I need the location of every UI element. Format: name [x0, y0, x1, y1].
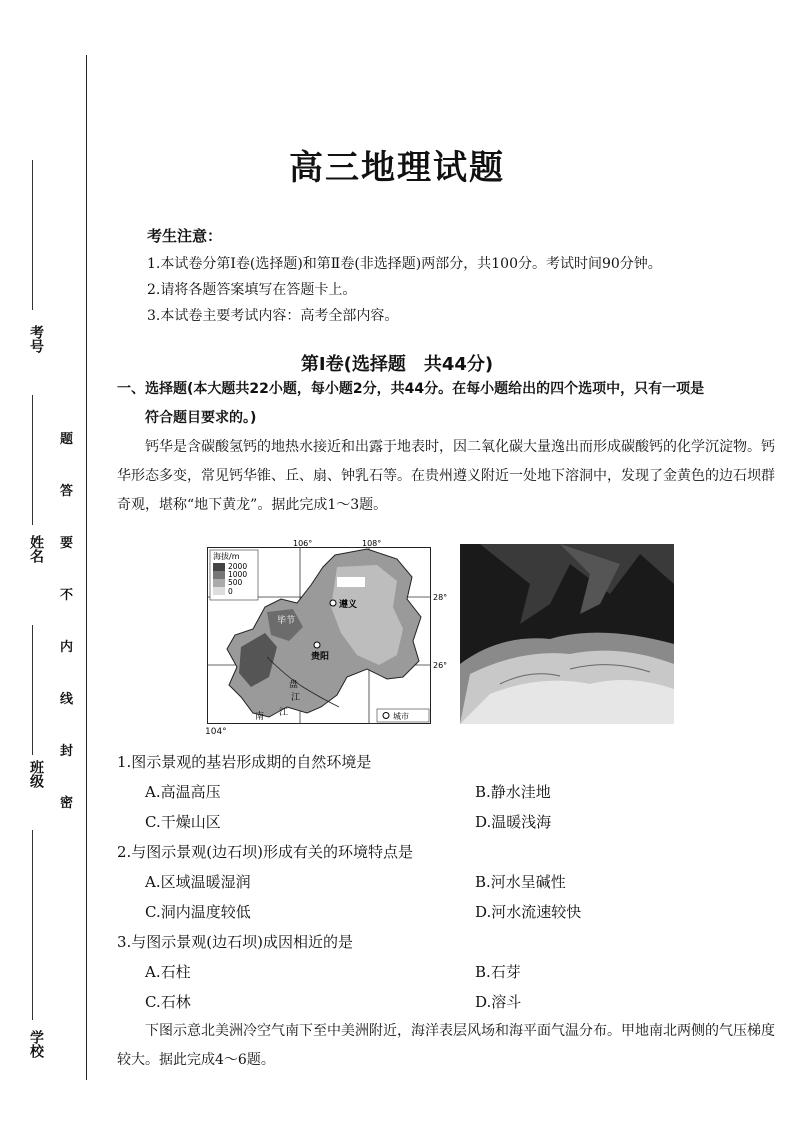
- lat-28: 28°: [433, 593, 448, 602]
- q1-option-b[interactable]: B.静水洼地: [475, 783, 551, 801]
- question-1-stem: 1.图示景观的基岩形成期的自然环境是: [117, 753, 372, 771]
- map-label-jiang-1: 江: [291, 693, 301, 703]
- city-legend-label: 城市: [393, 712, 409, 721]
- seal-char-1: 题: [60, 432, 74, 447]
- guizhou-elevation-map: [207, 537, 448, 724]
- seal-char-4: 不: [60, 588, 74, 603]
- name-label: 姓名: [28, 535, 44, 563]
- map-label-nan: 南: [255, 712, 265, 722]
- q3-option-b[interactable]: B.石芽: [475, 963, 521, 981]
- q1-option-a[interactable]: A.高温高压: [145, 783, 221, 801]
- lon-106: 106°: [293, 539, 313, 548]
- map-label-jiang-2: 江: [279, 708, 289, 718]
- notice-item-3: 3.本试卷主要考试内容：高考全部内容。: [147, 308, 399, 324]
- seal-char-7: 封: [60, 744, 74, 759]
- school-line: [32, 830, 33, 1020]
- legend-value-2: 1000: [228, 570, 248, 579]
- q1-option-d[interactable]: D.温暖浅海: [475, 813, 552, 831]
- lat-26: 26°: [433, 661, 448, 670]
- exam-number-label: 考号: [28, 325, 44, 353]
- school-label: 学校: [28, 1030, 44, 1058]
- instruction-line-1: 一、选择题(本大题共22小题，每小题2分，共44分。在每小题给出的四个选项中，只有一项是: [117, 381, 705, 397]
- notice-item-2: 2.请将各题答案填写在答题卡上。: [147, 282, 357, 298]
- q1-option-c[interactable]: C.干燥山区: [145, 813, 221, 831]
- seal-char-6: 线: [60, 692, 74, 707]
- school-field[interactable]: [10, 830, 70, 1070]
- q3-option-a[interactable]: A.石柱: [145, 963, 191, 981]
- binding-line: [86, 55, 87, 1080]
- lon-108: 108°: [362, 539, 382, 548]
- section-title: 第Ⅰ卷(选择题 共44分): [300, 354, 494, 375]
- question-2-stem: 2.与图示景观(边石坝)形成有关的环境特点是: [117, 843, 414, 861]
- city-zunyi: 遵义: [339, 600, 358, 610]
- legend-value-4: 0: [228, 587, 233, 596]
- q2-option-b[interactable]: B.河水呈碱性: [475, 873, 566, 891]
- city-guiyang: 贵阳: [311, 652, 330, 662]
- seal-char-8: 密: [60, 796, 74, 811]
- class-line: [32, 625, 33, 755]
- seal-char-5: 内: [60, 640, 74, 655]
- q2-option-a[interactable]: A.区域温暖湿润: [145, 873, 251, 891]
- passage-1: 钙华是含碳酸氢钙的地热水接近和出露于地表时，因二氧化碳大量逸出而形成碳酸钙的化学沉淀物。钙华形态多变，常见钙华锥、丘、扇、钟乳石等。在贵州遵义附近一处地下溶洞中，发现了金黄色的边石坝群奇观，堪称“地下黄龙”。据此完成1～3题。: [117, 439, 775, 513]
- page-title: 高三地理试题: [289, 148, 505, 188]
- question-3-stem: 3.与图示景观(边石坝)成因相近的是: [117, 933, 354, 951]
- passage-2: 下图示意北美洲冷空气南下至中美洲附近，海洋表层风场和海平面气温分布。甲地南北两侧的气压梯度较大。据此完成4～6题。: [117, 1023, 775, 1068]
- q3-option-d[interactable]: D.溶斗: [475, 993, 522, 1011]
- map-label-bijie: 毕节: [277, 616, 296, 626]
- city-marker-guiyang: [314, 642, 320, 648]
- seal-char-2: 答: [60, 484, 74, 499]
- legend-title: 海拔/m: [213, 552, 240, 561]
- notice-item-1: 1.本试卷分第Ⅰ卷(选择题)和第Ⅱ卷(非选择题)两部分，共100分。考试时间90分钟。: [147, 256, 662, 272]
- instruction-line-2: 符合题目要求的。): [145, 410, 257, 426]
- seal-char-3: 要: [60, 536, 74, 551]
- class-label: 班级: [28, 760, 44, 788]
- name-line: [32, 395, 33, 525]
- notice-heading: 考生注意：: [147, 227, 223, 245]
- legend-value-1: 2000: [228, 562, 248, 571]
- city-marker-zunyi: [330, 600, 336, 606]
- lon-104: 104°: [205, 727, 227, 737]
- q2-option-d[interactable]: D.河水流速较快: [475, 903, 582, 921]
- legend-value-3: 500: [228, 578, 243, 587]
- map-label-pan: 盘: [289, 680, 299, 690]
- rimstone-dam-photo: [460, 544, 674, 724]
- q3-option-c[interactable]: C.石林: [145, 993, 191, 1011]
- q2-option-c[interactable]: C.洞内温度较低: [145, 903, 251, 921]
